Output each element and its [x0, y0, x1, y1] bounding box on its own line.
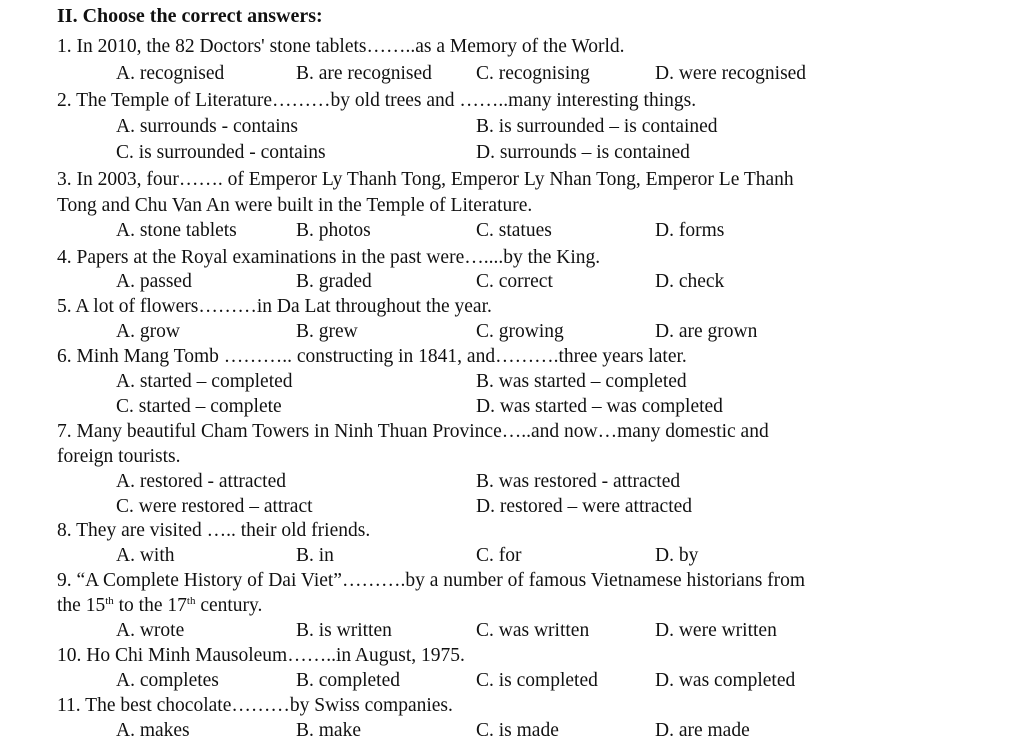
- question-10: 10. Ho Chi Minh Mausoleum……..in August, 1975.: [57, 645, 465, 666]
- question-8: 8. They are visited ….. their old friends.: [57, 520, 371, 541]
- question-1: 1. In 2010, the 82 Doctors' stone tablets……..as a Memory of the World.: [57, 36, 625, 57]
- q9-cont-part3: century.: [195, 595, 263, 616]
- q3-option-b: B. photos: [296, 220, 371, 241]
- q4-option-d: D. check: [655, 271, 725, 292]
- q9-sup-1: th: [105, 595, 114, 607]
- q3-option-d: D. forms: [655, 220, 725, 241]
- q7-option-c: C. were restored – attract: [116, 496, 313, 517]
- q2-option-a: A. surrounds - contains: [116, 116, 298, 137]
- q3-option-a: A. stone tablets: [116, 220, 237, 241]
- q10-option-a: A. completes: [116, 670, 219, 691]
- q10-option-d: D. was completed: [655, 670, 796, 691]
- q11-option-b: B. make: [296, 720, 361, 741]
- q1-option-b: B. are recognised: [296, 63, 432, 84]
- question-4: 4. Papers at the Royal examinations in the past were…....by the King.: [57, 247, 601, 268]
- q7-option-d: D. restored – were attracted: [476, 496, 693, 517]
- q5-option-a: A. grow: [116, 321, 180, 342]
- q8-option-a: A. with: [116, 545, 175, 566]
- q11-option-a: A. makes: [116, 720, 190, 741]
- q8-option-c: C. for: [476, 545, 522, 566]
- q5-option-b: B. grew: [296, 321, 358, 342]
- q9-option-a: A. wrote: [116, 620, 185, 641]
- q10-option-b: B. completed: [296, 670, 400, 691]
- q3-option-c: C. statues: [476, 220, 552, 241]
- q7-option-b: B. was restored - attracted: [476, 471, 681, 492]
- q8-option-d: D. by: [655, 545, 699, 566]
- q9-sup-2: th: [186, 595, 196, 607]
- q2-option-b: B. is surrounded – is contained: [476, 116, 718, 137]
- q9-option-c: C. was written: [476, 620, 590, 641]
- q9-cont-part2: to the 17: [113, 595, 187, 616]
- q4-option-b: B. graded: [296, 271, 372, 292]
- q10-option-c: C. is completed: [476, 670, 598, 691]
- question-2: 2. The Temple of Literature………by old trees and ……..many interesting things.: [57, 90, 697, 111]
- q4-option-a: A. passed: [116, 271, 192, 292]
- q11-option-c: C. is made: [476, 720, 559, 741]
- q7-option-a: A. restored - attracted: [116, 471, 286, 492]
- question-9: 9. “A Complete History of Dai Viet”……….by a number of famous Vietnamese historians from: [57, 570, 806, 591]
- q1-option-c: C. recognising: [476, 63, 590, 84]
- question-6: 6. Minh Mang Tomb ……….. constructing in 1841, and……….three years later.: [57, 346, 687, 367]
- q6-option-b: B. was started – completed: [476, 371, 687, 392]
- q9-option-b: B. is written: [296, 620, 392, 641]
- question-7: 7. Many beautiful Cham Towers in Ninh Thuan Province…..and now…many domestic and: [57, 421, 769, 442]
- q6-option-c: C. started – complete: [116, 396, 282, 417]
- q5-option-d: D. are grown: [655, 321, 758, 342]
- question-5: 5. A lot of flowers………in Da Lat throughout the year.: [57, 296, 492, 317]
- q2-option-d: D. surrounds – is contained: [476, 142, 690, 163]
- exercise-heading: II. Choose the correct answers:: [57, 5, 323, 27]
- q6-option-d: D. was started – was completed: [476, 396, 723, 417]
- q6-option-a: A. started – completed: [116, 371, 293, 392]
- question-9-cont: [57, 593, 262, 618]
- q1-option-d: D. were recognised: [655, 63, 807, 84]
- q5-option-c: C. growing: [476, 321, 564, 342]
- q11-option-d: D. are made: [655, 720, 750, 741]
- q2-option-c: C. is surrounded - contains: [116, 142, 326, 163]
- question-3-cont: Tong and Chu Van An were built in the Temple of Literature.: [57, 195, 533, 216]
- q8-option-b: B. in: [296, 545, 334, 566]
- q9-option-d: D. were written: [655, 620, 777, 641]
- q1-option-a: A. recognised: [116, 63, 225, 84]
- question-3: 3. In 2003, four……. of Emperor Ly Thanh Tong, Emperor Ly Nhan Tong, Emperor Le Thanh: [57, 169, 794, 190]
- question-11: 11. The best chocolate………by Swiss companies.: [57, 695, 453, 716]
- q9-cont-part1: the 15: [57, 595, 106, 616]
- question-7-cont: foreign tourists.: [57, 446, 181, 467]
- q4-option-c: C. correct: [476, 271, 553, 292]
